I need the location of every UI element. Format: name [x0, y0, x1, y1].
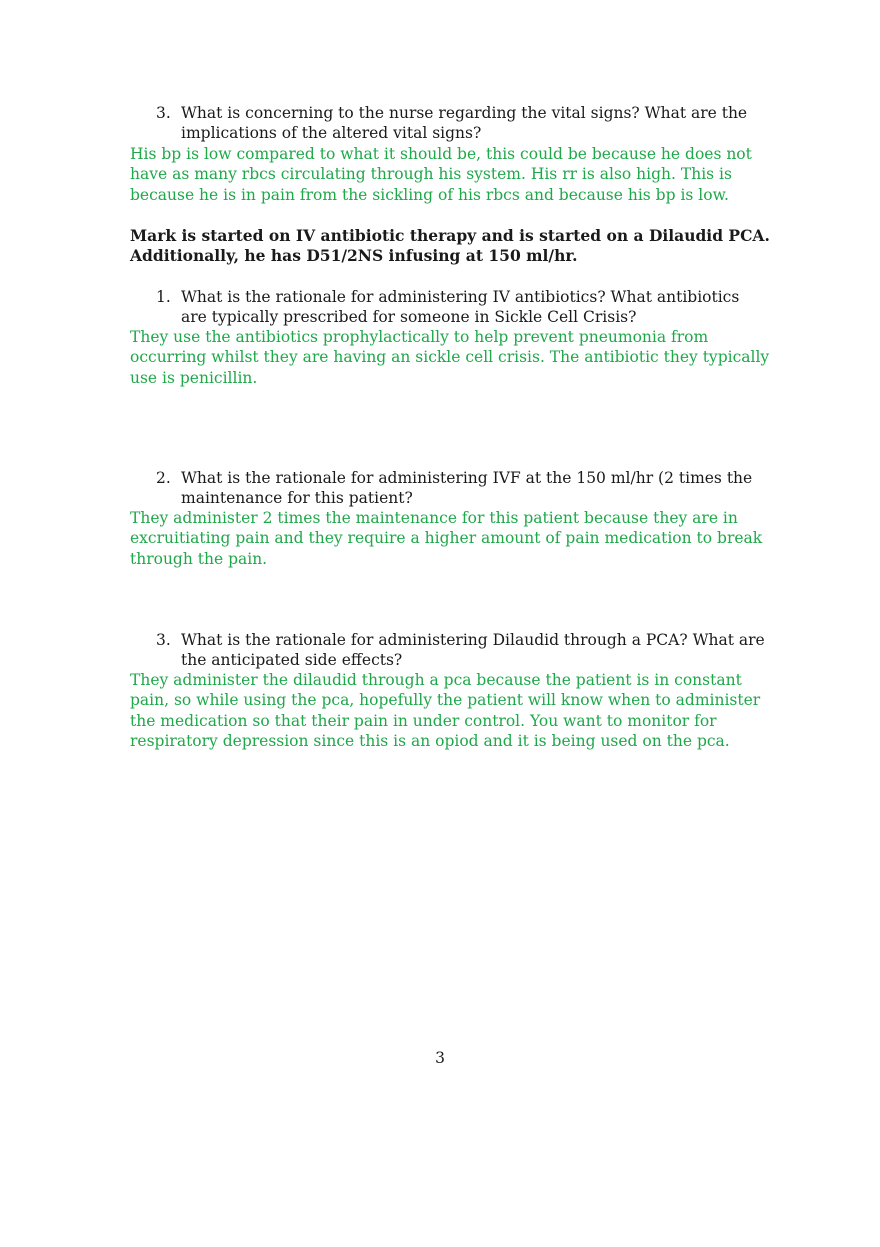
question-number: 3. [156, 631, 171, 649]
answer-vital-signs: His bp is low compared to what it should be, this could be because he does not have as many rbcs circulating through his system. His rr is also high. This is because he is in pain from the sickling of his rbcs and because his bp is low. [130, 145, 752, 204]
question-dilaudid-pca [130, 630, 770, 671]
question-text: What is concerning to the nurse regarding the vital signs? What are the implications of the altered vital signs? [181, 104, 748, 143]
answer-ivf-rate: They administer 2 times the maintenance for this patient because they are in excruitiating pain and they require a higher amount of pain medication to break through the pain. [130, 509, 763, 568]
question-text: What is the rationale for administering IV antibiotics? What antibiotics are typically prescribed for someone in Sickle Cell Crisis? [181, 288, 740, 327]
question-text: What is the rationale for administering IVF at the 150 ml/hr (2 times the maintenance for this patient? [181, 469, 753, 508]
answer-dilaudid-pca: They administer the dilaudid through a pca because the patient is in constant pain, so while using the pca, hopefully the patient will know when to administer the medication so that their pain in under control. You want to monitor for respiratory depression since this is an opiod and it is being used on the pca. [130, 671, 761, 751]
question-iv-antibiotics [130, 287, 770, 328]
question-text: What is the rationale for administering Dilaudid through a PCA? What are the anticipated side effects? [181, 631, 765, 670]
question-number: 2. [156, 469, 171, 487]
scenario-heading: Mark is started on IV antibiotic therapy and is started on a Dilaudid PCA. Additionally, he has D51/2NS infusing at 150 ml/hr. [130, 226, 770, 266]
answer-iv-antibiotics: They use the antibiotics prophylactically to help prevent pneumonia from occurring whilst they are having an sickle cell crisis. The antibiotic they typically use is penicillin. [130, 328, 770, 387]
question-number: 3. [156, 104, 171, 122]
page-number: 3 [435, 1049, 445, 1067]
question-ivf-rate [130, 468, 770, 509]
question-number: 1. [156, 288, 171, 306]
question-vital-signs [130, 103, 770, 144]
